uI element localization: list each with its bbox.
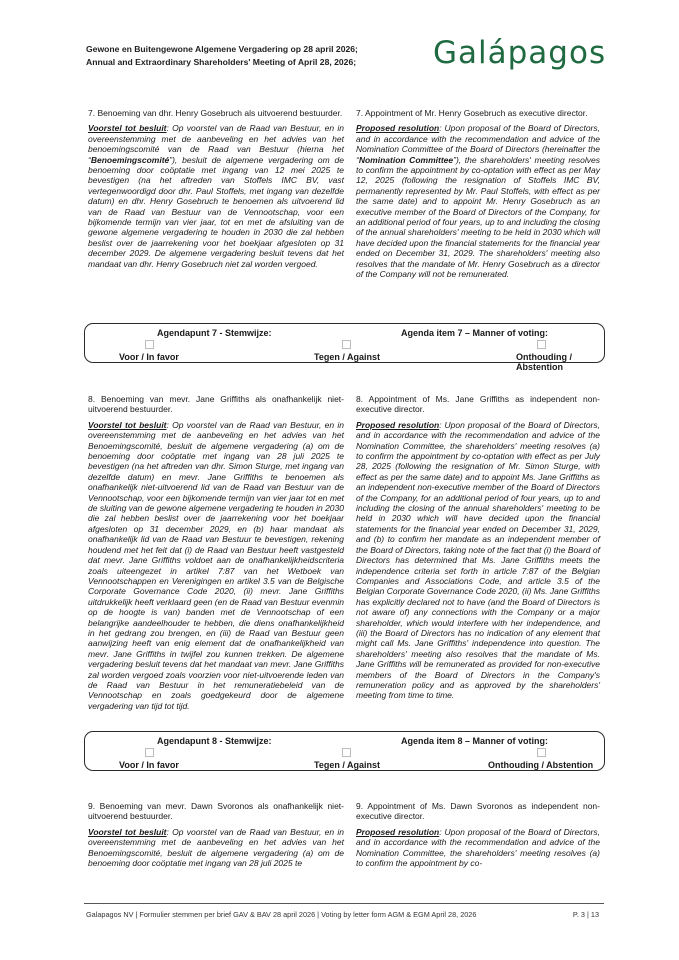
item-7-nl-title: 7. Benoeming van dhr. Henry Gosebruch als uitvoerend bestuurder. — [88, 108, 343, 118]
item-9-nl-title: 9. Benoeming van mevr. Dawn Svoronos als onafhankelijk niet-uitvoerend bestuurder. — [88, 801, 344, 822]
item-9-en-title: 9. Appointment of Ms. Dawn Svoronos as independent non-executive director. — [356, 801, 600, 822]
item-9-en — [356, 801, 600, 873]
vote-option-against: Tegen / Against — [314, 760, 381, 770]
resolution-text: : Upon proposal of the Board of Directors, and in accordance with the recommendation and advice of the Nomination Committee of the Board of Directors (hereinafter the “ — [356, 123, 600, 165]
footer-divider — [84, 903, 604, 904]
item-8-en — [356, 394, 600, 706]
resolution-label: Voorstel tot besluit — [88, 123, 167, 134]
vote-checkbox-for[interactable] — [145, 748, 154, 757]
vote-checkbox-for[interactable] — [145, 340, 154, 349]
resolution-defined-term: Benoemingscomité — [90, 154, 170, 165]
resolution-text: : Op voorstel van de Raad van Bestuur, en in overeenstemming met de aanbeveling en het advies van het Benoemingscomité, besluit de algemene vergadering (a) om de benoeming door coöptatie met ingang van 28 juli 2025 te bevestigen (na het aftreden van dhr. Simon Sturge, met ingang van dezelfde datum) en mevr. Jane Griffiths te benoemen als onafhankelijk niet-uitvoerend lid van de Raad van Bestuur van de Vennootschap, voor een bijkomende termijn van vier jaar tot en met de sluiting van de gewone algemene vergadering te houden in 2030 die zal hebben beslist over de jaarrekening voor het boekjaar afgesloten op 31 december 2029, en (b) haar mandaat als onafhankelijk lid van de Raad van Bestuur te bevestigen, rekening houdend met het feit dat (i) de Raad van Bestuur heeft vastgesteld dat mevr. Jane Griffiths voldoet aan de onafhankelijkheidscriteria zoals uiteengezet in artikel 7:87 van het Wetboek van Vennootschappen en Verenigingen en artikel 3.5 van de Belgische Corporate Governance Code 2020, (ii) mevr. Jane Griffiths uitdrukkelijk heeft verklaard geen (en de Raad van Bestuur evenmin op de hoogte is van) banden met de Vennootschap of een belangrijke aandeelhouder te hebben, die diens onafhankelijkheid in het gedrang zou brengen, en (iii) de Raad van Bestuur geen aanwijzing heeft van enig element dat de onafhankelijkheid van mevr. Jane Griffiths in twijfel zou kunnen trekken. De algemene vergadering besluit tevens dat het mandaat van mevr. Jane Griffiths zal worden vergoed zoals voorzien voor niet-uitvoerende leden van de Raad van Bestuur in het remuneratiebeleid van de Vennootschap en zoals goedgekeurd door de algemene vergadering van tijd tot tijd. — [88, 419, 344, 711]
item-9-en-resolution — [356, 827, 600, 869]
vote-option-against: Tegen / Against — [314, 352, 381, 362]
vote-option-for: Voor / In favor — [119, 352, 179, 362]
header-title-en: Annual and Extraordinary Shareholders' Meeting of April 28, 2026; — [86, 57, 357, 67]
vote-heading-nl: Agendapunt 8 - Stemwijze: — [157, 736, 272, 746]
resolution-text: ”), the shareholders' meeting resolves to confirm the appointment by co-optation with effect as per May 12, 2025 (following the resignation of Stoffels IMC BV, permanently represented by Mr. Paul Stoffels, with effect as per the same date) and to appoint Mr. Henry Gosebruch as an executive member of the Board of Directors of the Company, for an additional period of four years, up to and including the closing of the annual shareholders' meeting to be held in 2030 which will have decided upon the financial statements for the financial year ended on December 31, 2029. The shareholders' meeting also resolves that the mandate of Mr. Henry Gosebruch as a director of the Company will not be remunerated. — [356, 154, 600, 280]
item-8-nl — [88, 394, 344, 716]
resolution-label: Proposed resolution — [356, 123, 440, 134]
vote-checkbox-abstain[interactable] — [537, 748, 546, 757]
vote-box-item-7 — [84, 323, 605, 372]
item-7-en — [356, 108, 600, 285]
item-8-en-title: 8. Appointment of Ms. Jane Griffiths as independent non-executive director. — [356, 394, 600, 415]
resolution-label: Voorstel tot besluit — [88, 419, 167, 430]
resolution-text: ”), besluit de algemene vergadering om de benoeming door coöptatie met ingang van 12 mei 2025 te bevestigen (na het aftreden van Stoffels IMC BV, vast vertegenwoordigd door dhr. Paul Stoffels, met ingang van dezelfde datum) en dhr. Henry Gosebruch te benoemen als uitvoerend lid van de Raad van Bestuur van de Vennootschap, voor een bijkomende termijn van vier jaar, tot en met de afsluiting van de gewone algemene vergadering te houden in 2030 die zal hebben beslist over de jaarrekening voor het boekjaar afgesloten op 31 december 2029. De algemene vergadering besluit tevens dat het mandaat van dhr. Henry Gosebruch niet zal worden vergoed. — [88, 154, 344, 269]
vote-heading-en: Agenda item 7 – Manner of voting: — [401, 328, 549, 338]
resolution-defined-term: Nomination Committee — [358, 154, 454, 165]
resolution-label: Proposed resolution — [356, 826, 440, 837]
logo-wordmark: Galápagos — [433, 35, 607, 71]
item-8-nl-title: 8. Benoeming van mevr. Jane Griffiths als onafhankelijk niet-uitvoerend bestuurder. — [88, 394, 344, 415]
vote-option-abstain: Onthouding / Abstention — [488, 760, 594, 770]
resolution-text: : Upon proposal of the Board of Directors, and in accordance with the recommendation and advice of the Nomination Committee, the shareholders' meeting resolves (a) to confirm the appointment by co- — [356, 826, 600, 869]
item-9-nl-resolution — [88, 827, 344, 869]
resolution-text: : Op voorstel van de Raad van Bestuur, en in overeenstemming met de aanbeveling en het advies van het Benoemingscomité, besluit de algemene vergadering (a) om de benoeming door coöptatie met ingang van 28 juli 2025 te — [88, 826, 344, 869]
item-7-nl — [88, 108, 344, 274]
vote-checkbox-against[interactable] — [342, 748, 351, 757]
resolution-label: Proposed resolution — [356, 419, 440, 430]
resolution-text: : Upon proposal of the Board of Directors, and in accordance with the recommendation and advice of the Nomination Committee, the shareholders' meeting resolves (a) to confirm the appointment by co-optation with effect as per July 28, 2025 (following the resignation of Mr. Simon Sturge, with effect as per the same date) and to appoint Ms. Jane Griffiths as an independent non-executive member of the Board of Directors of the Company, for an additional period of four years, up to and including the closing of the annual shareholders' meeting to be held in 2030 which will have decided upon the financial statements for the financial year ended on December 31, 2029, and (b) to confirm her mandate as an independent member of the Board of Directors, taking note of the fact that (i) the Board of Directors has determined that Ms. Jane Griffiths meets the independence criteria set forth in article 7:87 of the Belgian Companies and Associations Code, and article 3.5 of the Belgian Corporate Governance Code 2020, (ii) Ms. Jane Griffiths has explicitly declared not to have (and the Board of Directors is not aware of) any connections with the Company or a major shareholder, which would interfere with her independence, and (iii) the Board of Directors has no indication of any element that might call Ms. Jane Griffiths' independence into question. The shareholders' meeting also resolves that the mandate of Ms. Jane Griffiths will be remunerated as provided for non-executive members of the Board of Directors in the Company's remuneration policy and as approved by the shareholders' meeting from time to time. — [356, 419, 600, 701]
item-9-nl — [88, 801, 344, 873]
vote-checkbox-abstain[interactable] — [537, 340, 546, 349]
vote-option-abstain: Onthouding / Abstention — [516, 352, 572, 372]
item-7-nl-resolution — [88, 123, 344, 269]
page-number: P. 3 | 13 — [572, 910, 599, 919]
resolution-text: : Op voorstel van de Raad van Bestuur, en in overeenstemming met de aanbeveling en het advies van het benoemingscomité van de Raad van Bestuur (hierna het “ — [88, 123, 344, 165]
resolution-label: Voorstel tot besluit — [88, 826, 167, 837]
footer-text: Galapagos NV | Formulier stemmen per brief GAV & BAV 28 april 2026 | Voting by letter form AGM & EGM April 28, 2026 — [86, 910, 477, 919]
document-header — [86, 43, 406, 69]
header-title-nl: Gewone en Buitengewone Algemene Vergadering op 28 april 2026; — [86, 44, 358, 54]
item-8-en-resolution — [356, 420, 600, 701]
item-7-en-title: 7. Appointment of Mr. Henry Gosebruch as executive director. — [356, 108, 588, 118]
item-8-nl-resolution — [88, 420, 344, 711]
vote-heading-nl: Agendapunt 7 - Stemwijze: — [157, 328, 272, 338]
vote-option-for: Voor / In favor — [119, 760, 179, 770]
vote-box-item-8 — [84, 731, 605, 771]
vote-checkbox-against[interactable] — [342, 340, 351, 349]
item-7-en-resolution — [356, 123, 600, 279]
vote-heading-en: Agenda item 8 – Manner of voting: — [401, 736, 549, 746]
galapagos-logo — [433, 33, 606, 73]
